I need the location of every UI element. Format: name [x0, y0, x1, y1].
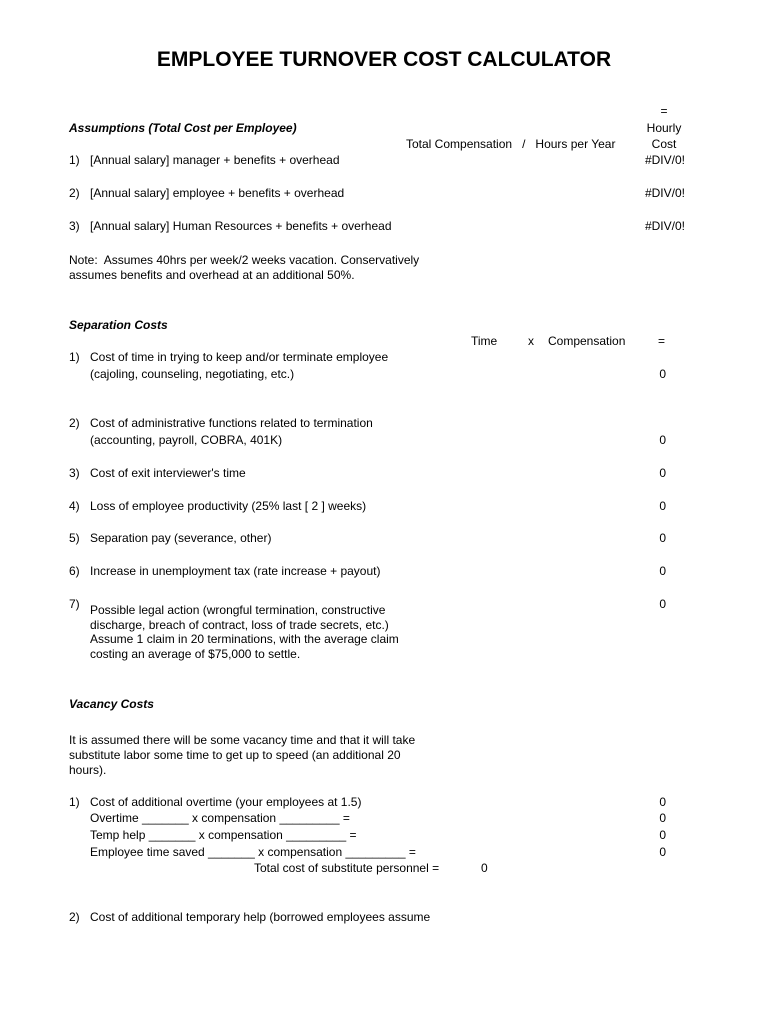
- separation-item-text: Cost of exit interviewer's time: [90, 466, 246, 480]
- assumptions-note-line: Note: Assumes 40hrs per week/2 weeks vacation. Conservatively: [69, 253, 420, 267]
- vacancy-intro-line: substitute labor some time to get up to speed (an additional 20: [69, 748, 401, 762]
- separation-item-number: 6): [69, 564, 80, 578]
- substitute-total-label: Total cost of substitute personnel =: [254, 861, 440, 875]
- separation-item-text: discharge, breach of contract, loss of trade secrets, etc.): [90, 618, 389, 632]
- separation-item-value: 0: [659, 466, 666, 480]
- vacancy-intro-line: hours).: [69, 763, 107, 777]
- separation-item-text: Increase in unemployment tax (rate increase + payout): [90, 564, 381, 578]
- separation-item-text: (accounting, payroll, COBRA, 401K): [90, 433, 283, 447]
- assumption-text: [Annual salary] Human Resources + benefits + overhead: [90, 219, 392, 233]
- separation-item-text: Assume 1 claim in 20 terminations, with the average claim: [90, 632, 399, 646]
- assumption-value: #DIV/0!: [644, 186, 685, 200]
- equals-column-header: =: [658, 334, 666, 348]
- employee-time-saved-line: Employee time saved _______ x compensation _________ =: [90, 845, 416, 859]
- overtime-line: Overtime _______ x compensation _________ =: [90, 811, 350, 825]
- separation-item-number: 3): [69, 466, 80, 480]
- separation-item-value: 0: [659, 433, 666, 447]
- separation-item-number: 4): [69, 499, 80, 513]
- substitute-total-value: 0: [481, 861, 488, 875]
- vacancy-item-text: Cost of additional temporary help (borrowed employees assume: [90, 910, 431, 924]
- vacancy-item-number: 1): [69, 795, 80, 809]
- separation-item-text: Separation pay (severance, other): [90, 531, 272, 545]
- cost-label: Cost: [651, 137, 677, 151]
- assumptions-note-line: assumes benefits and overhead at an additional 50%.: [69, 268, 355, 282]
- vacancy-item-text: Cost of additional overtime (your employees at 1.5): [90, 795, 362, 809]
- separation-item-value: 0: [659, 564, 666, 578]
- separation-item-text: Cost of time in trying to keep and/or terminate employee: [90, 350, 389, 364]
- separation-item-number: 2): [69, 416, 80, 430]
- separation-item-value: 0: [659, 499, 666, 513]
- vacancy-heading: Vacancy Costs: [69, 697, 154, 711]
- time-column-header: Time: [471, 334, 498, 348]
- hourly-eq-label: =: [660, 104, 668, 118]
- separation-item-text: costing an average of $75,000 to settle.: [90, 647, 301, 661]
- assumption-text: [Annual salary] manager + benefits + overhead: [90, 153, 340, 167]
- vacancy-item-value: 0: [659, 811, 666, 825]
- assumption-text: [Annual salary] employee + benefits + overhead: [90, 186, 345, 200]
- vacancy-item-value: 0: [659, 845, 666, 859]
- separation-item-text: Loss of employee productivity (25% last [ 2 ] weeks): [90, 499, 367, 513]
- times-column-header: x: [528, 334, 534, 348]
- assumption-number: 2): [69, 186, 80, 200]
- separation-item-text: Possible legal action (wrongful termination, constructive: [90, 603, 386, 617]
- vacancy-item-number: 2): [69, 910, 80, 924]
- assumption-value: #DIV/0!: [644, 153, 685, 167]
- compensation-column-header: Compensation: [548, 334, 626, 348]
- assumptions-heading: Assumptions (Total Cost per Employee): [69, 121, 297, 135]
- assumption-value: #DIV/0!: [644, 219, 685, 233]
- vacancy-item-value: 0: [659, 828, 666, 842]
- temp-help-line: Temp help _______ x compensation _________ =: [90, 828, 357, 842]
- separation-heading: Separation Costs: [69, 318, 168, 332]
- separation-item-value: 0: [659, 597, 666, 611]
- separation-item-value: 0: [659, 367, 666, 381]
- separation-item-text: (cajoling, counseling, negotiating, etc.): [90, 367, 295, 381]
- assumption-number: 1): [69, 153, 80, 167]
- vacancy-item-value: 0: [659, 795, 666, 809]
- separation-item-number: 1): [69, 350, 80, 364]
- separation-item-value: 0: [659, 531, 666, 545]
- separation-item-number: 7): [69, 597, 80, 611]
- hourly-label: Hourly: [646, 121, 682, 135]
- compensation-formula-header: Total Compensation / Hours per Year: [406, 137, 616, 151]
- separation-item-text: Cost of administrative functions related to termination: [90, 416, 373, 430]
- separation-item-number: 5): [69, 531, 80, 545]
- vacancy-intro-line: It is assumed there will be some vacancy time and that it will take: [69, 733, 416, 747]
- page-title: EMPLOYEE TURNOVER COST CALCULATOR: [156, 48, 612, 71]
- assumption-number: 3): [69, 219, 80, 233]
